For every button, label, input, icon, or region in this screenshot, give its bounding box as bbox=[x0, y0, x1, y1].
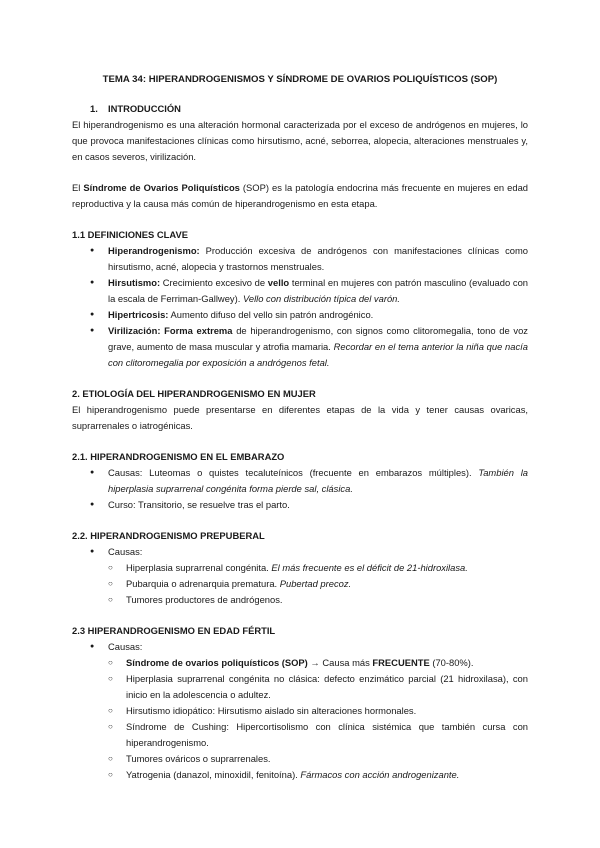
etiology-paragraph: El hiperandrogenismo puede presentarse en diferentes etapas de la vida y tener causas ovaricas, suprarrenales o iatrogénicas. bbox=[72, 404, 528, 431]
definition-hipertricosis bbox=[90, 307, 528, 323]
cause-text: Pubarquia o adrenarquia prematura. bbox=[126, 578, 280, 589]
definition-text: Aumento difuso del vello sin patrón androgénico. bbox=[168, 309, 374, 320]
pregnancy-causes bbox=[90, 465, 528, 497]
definitions-list bbox=[72, 243, 528, 371]
definition-text: Producción excesiva de andrógenos con manifestaciones clínicas como hirsutismo, acné, alopecia y trastornos menstruales. bbox=[108, 245, 528, 272]
definition-term: Hiperandrogenismo: bbox=[108, 245, 200, 256]
fertile-cause-hirsutismo: ○ Hirsutismo idiopático: Hirsutismo aislado sin alteraciones hormonales. bbox=[108, 703, 528, 719]
sop-term: Síndrome de Ovarios Poliquísticos bbox=[83, 182, 240, 193]
fertile-cause-yatrogenia bbox=[108, 767, 528, 783]
yatrogenia-text: Yatrogenia (danazol, minoxidil, fenitoína). bbox=[126, 769, 301, 780]
cause-text: Hiperplasia suprarrenal congénita. bbox=[126, 562, 272, 573]
yatrogenia-note: Fármacos con acción androgenizante. bbox=[300, 769, 460, 780]
definition-term: Virilización: bbox=[108, 325, 161, 336]
definition-text: terminal en mujeres con patrón masculino (evaluado con la escala de Ferriman-Gallwey). bbox=[108, 277, 528, 304]
section-1-heading bbox=[90, 101, 528, 117]
prepubertal-cause bbox=[108, 592, 528, 608]
prepubertal-causes-label: ● Causas: bbox=[90, 544, 528, 560]
prepubertal-cause bbox=[108, 576, 528, 592]
definition-term: Hirsutismo: bbox=[108, 277, 161, 288]
document-title: TEMA 34: HIPERANDROGENISMOS Y SÍNDROME DE OVARIOS POLIQUÍSTICOS (SOP) bbox=[102, 74, 498, 85]
fertile-causes-list bbox=[72, 655, 528, 783]
section-2-1-heading: 2.1. HIPERANDROGENISMO EN EL EMBARAZO bbox=[72, 451, 285, 462]
sop-paragraph-post: (SOP) es la patología endocrina más frecuente en mujeres en edad reproductiva y la causa más común de hiperandrogenismo en esta etapa. bbox=[72, 182, 529, 209]
definition-hiperandrogenismo bbox=[90, 243, 528, 275]
sop-mid: → Causa más bbox=[307, 657, 373, 668]
definition-note: Vello con distribución típica del varón. bbox=[242, 293, 400, 304]
fertile-cause-cushing: ○ Síndrome de Cushing: Hipercortisolismo con clínica sistémica que también cursa con hiperandrogenismo. bbox=[108, 719, 528, 751]
cause-text: Tumores productores de andrógenos. bbox=[126, 594, 283, 605]
fertile-cause-sop bbox=[108, 655, 528, 671]
prepubertal-causes-list bbox=[72, 560, 528, 608]
fertile-list bbox=[72, 639, 528, 655]
definition-term: Hipertricosis: bbox=[108, 309, 169, 320]
pregnancy-course: ● Curso: Transitorio, se resuelve tras el parto. bbox=[90, 497, 528, 513]
pregnancy-list bbox=[72, 465, 528, 513]
cause-note: El más frecuente es el déficit de 21-hidroxilasa. bbox=[271, 562, 468, 573]
definition-text: Crecimiento excesivo de bbox=[160, 277, 268, 288]
prepubertal-list bbox=[72, 544, 528, 560]
section-2-3-heading: 2.3 HIPERANDROGENISMO EN EDAD FÉRTIL bbox=[72, 625, 276, 636]
definition-text: de hiperandrogenismo, con signos como clitoromegalia, tono de voz grave, aumento de masa muscular y atrofia mamaria. bbox=[108, 325, 528, 352]
definition-bold: Forma extrema bbox=[160, 325, 233, 336]
section-1-title: INTRODUCCIÓN bbox=[108, 103, 181, 114]
sop-paragraph-pre: El bbox=[72, 182, 84, 193]
fertile-causes-label: ● Causas: bbox=[90, 639, 528, 655]
cause-note: Pubertad precoz. bbox=[279, 578, 352, 589]
sop-bold: Síndrome de ovarios poliquísticos (SOP) bbox=[126, 657, 308, 668]
definition-virilizacion bbox=[90, 323, 528, 371]
definition-note: Recordar en el tema anterior la niña que nacía con clitoromegalia por exposición a andrógenos fetal. bbox=[108, 341, 528, 368]
pregnancy-causes-text: Causas: Luteomas o quistes tecaluteínicos (frecuente en embarazos múltiples). bbox=[108, 467, 479, 478]
definition-bold: vello bbox=[267, 277, 290, 288]
section-1-1-heading: 1.1 DEFINICIONES CLAVE bbox=[72, 229, 188, 240]
sop-paragraph bbox=[72, 180, 528, 212]
prepubertal-cause bbox=[108, 560, 528, 576]
section-1-number: 1. bbox=[90, 103, 98, 114]
pregnancy-causes-note: También la hiperplasia suprarrenal congénita forma pierde sal, clásica. bbox=[108, 467, 529, 494]
intro-paragraph: El hiperandrogenismo es una alteración hormonal caracterizada por el exceso de andrógenos en mujeres, lo que provoca manifestaciones clínicas como hirsutismo, acné, seborrea, alopecia, alteraciones menstruales y, en casos severos, virilización. bbox=[72, 119, 528, 162]
section-2-heading: 2. ETIOLOGÍA DEL HIPERANDROGENISMO EN MUJER bbox=[72, 388, 316, 399]
fertile-cause-tumores: ○ Tumores ováricos o suprarrenales. bbox=[108, 751, 528, 767]
definition-hirsutismo bbox=[90, 275, 528, 307]
fertile-cause-hsc: ○ Hiperplasia suprarrenal congénita no clásica: defecto enzimático parcial (21 hidroxilasa), con inicio en la adolescencia o adultez. bbox=[108, 671, 528, 703]
sop-percent: (70-80%). bbox=[429, 657, 474, 668]
section-2-2-heading: 2.2. HIPERANDROGENISMO PREPUBERAL bbox=[72, 530, 265, 541]
sop-frequent: FRECUENTE bbox=[372, 657, 430, 668]
